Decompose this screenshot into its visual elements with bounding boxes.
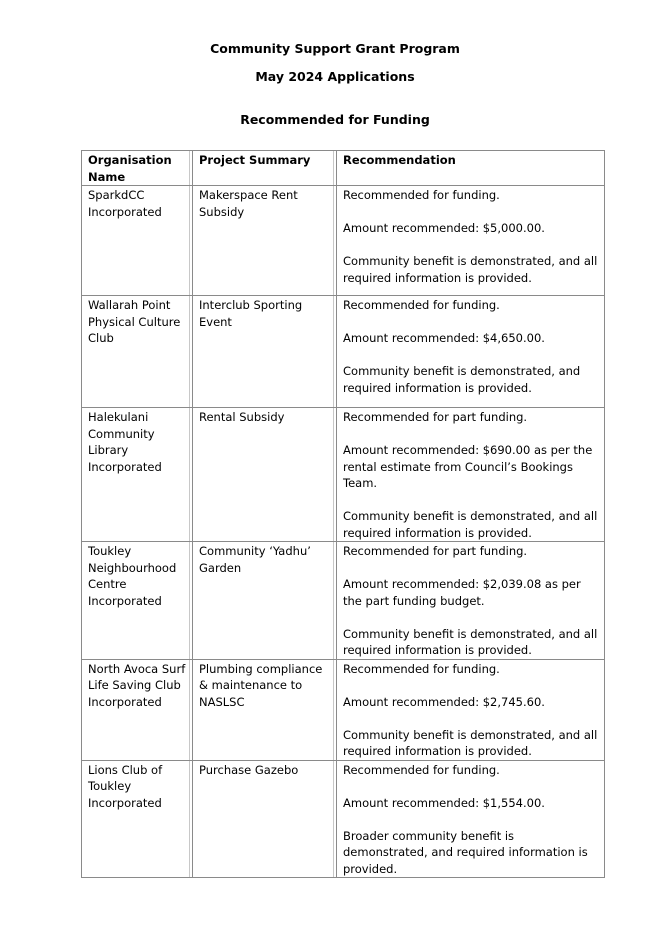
- recommendation-note: Community benefit is demonstrated, and all required information is provided.: [343, 254, 598, 285]
- column-header-project: Project Summary: [193, 151, 337, 186]
- recommendation-amount: Amount recommended: $1,554.00.: [343, 795, 545, 810]
- table-row: [82, 542, 604, 660]
- organisation-cell: Lions Club of Toukley Incorporated: [82, 761, 193, 878]
- project-cell: Interclub Sporting Event: [193, 296, 337, 408]
- recommendation-cell: [337, 761, 604, 878]
- recommendation-cell: [337, 186, 604, 296]
- column-header-organisation: Organisation Name: [82, 151, 193, 186]
- recommendations-table: [81, 150, 605, 878]
- section-heading: Recommended for Funding: [240, 112, 430, 127]
- recommendation-amount: Amount recommended: $690.00 as per the rental estimate from Council’s Bookings Team.: [343, 443, 593, 490]
- project-cell: Makerspace Rent Subsidy: [193, 186, 337, 296]
- organisation-cell: Toukley Neighbourhood Centre Incorporated: [82, 542, 193, 660]
- recommendation-note: Broader community benefit is demonstrated, and required information is provided.: [343, 828, 588, 876]
- table-row: [82, 408, 604, 542]
- project-cell: Plumbing compliance & maintenance to NASLSC: [193, 660, 337, 761]
- project-cell: Rental Subsidy: [193, 408, 337, 542]
- project-cell: Purchase Gazebo: [193, 761, 337, 878]
- organisation-cell: North Avoca Surf Life Saving Club Incorporated: [82, 660, 193, 761]
- organisation-cell: SparkdCC Incorporated: [82, 186, 193, 296]
- recommendation-note: Community benefit is demonstrated, and all required information is provided.: [343, 626, 598, 657]
- table-row: [82, 296, 604, 408]
- table-header-row: [82, 151, 604, 186]
- recommendation-amount: Amount recommended: $5,000.00.: [343, 221, 545, 235]
- table-row: [82, 660, 604, 761]
- table-row: [82, 761, 604, 878]
- recommendation-status: Recommended for part funding.: [343, 410, 528, 424]
- recommendation-status: Recommended for part funding.: [343, 544, 528, 558]
- recommendation-note: Community benefit is demonstrated, and all required information is provided.: [343, 509, 598, 540]
- organisation-cell: Wallarah Point Physical Culture Club: [82, 296, 193, 408]
- recommendation-status: Recommended for funding.: [343, 762, 500, 777]
- recommendation-note: Community benefit is demonstrated, and required information is provided.: [343, 364, 581, 395]
- document-subtitle: May 2024 Applications: [255, 69, 415, 84]
- table-row: [82, 186, 604, 296]
- recommendation-status: Recommended for funding.: [343, 298, 500, 312]
- column-header-recommendation: Recommendation: [337, 151, 604, 186]
- recommendation-amount: Amount recommended: $2,745.60.: [343, 694, 545, 709]
- organisation-cell: Halekulani Community Library Incorporated: [82, 408, 193, 542]
- recommendation-status: Recommended for funding.: [343, 188, 500, 202]
- recommendation-note: Community benefit is demonstrated, and all required information is provided.: [343, 727, 598, 758]
- recommendation-status: Recommended for funding.: [343, 661, 500, 676]
- recommendation-cell: [337, 660, 604, 761]
- recommendation-cell: [337, 542, 604, 660]
- recommendation-cell: [337, 296, 604, 408]
- recommendation-amount: Amount recommended: $2,039.08 as per the part funding budget.: [343, 577, 581, 608]
- project-cell: Community ‘Yadhu’ Garden: [193, 542, 337, 660]
- recommendation-amount: Amount recommended: $4,650.00.: [343, 331, 545, 345]
- recommendation-cell: [337, 408, 604, 542]
- document-title: Community Support Grant Program: [210, 41, 460, 56]
